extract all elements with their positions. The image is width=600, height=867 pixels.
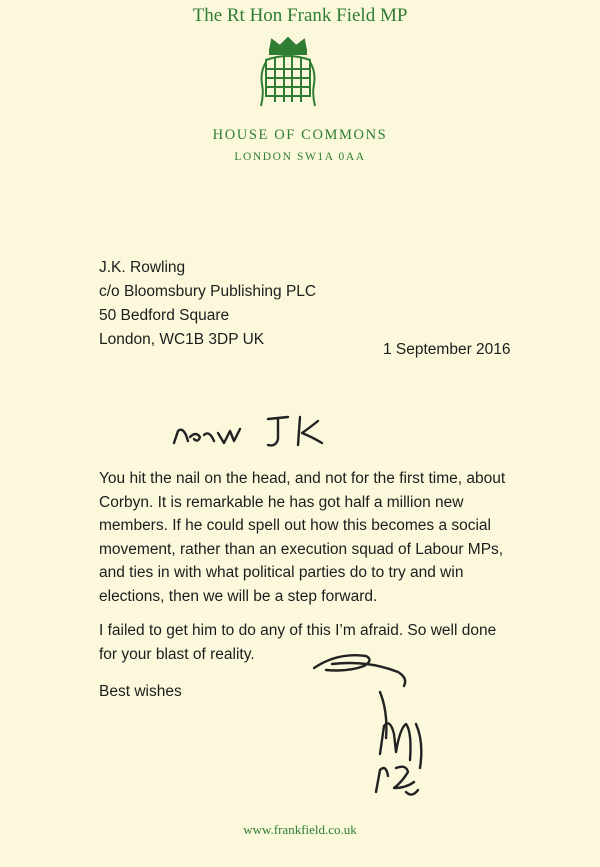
closing: Best wishes: [99, 683, 182, 700]
body-line: I failed to get him to do any of this I’m afraid. So well done: [99, 622, 497, 639]
sender-name: The Rt Hon Frank Field MP: [192, 5, 408, 26]
body-line: and ties in with what political parties do to try and win: [99, 564, 464, 581]
portcullis-icon: [258, 36, 318, 110]
footer-website: www.frankfield.co.uk: [243, 822, 357, 837]
letterhead-address: LONDON SW1A 0AA: [234, 151, 366, 163]
body-line: You hit the nail on the head, and not for the first time, about: [99, 470, 506, 487]
address-line: c/o Bloomsbury Publishing PLC: [99, 283, 317, 300]
body-line: elections, then we will be a step forward.: [99, 587, 378, 605]
letter-date: 1 September 2016: [383, 341, 511, 358]
house-of-commons: HOUSE OF COMMONS: [212, 127, 388, 143]
body-line: for your blast of reality.: [99, 645, 255, 663]
address-line: 50 Bedford Square: [99, 307, 230, 324]
body-line: members. If he could spell out how this becomes a social: [99, 517, 491, 534]
body-paragraph-1: [99, 467, 529, 608]
address-line: J.K. Rowling: [99, 259, 186, 276]
body-line: movement, rather than an execution squad of Labour MPs,: [99, 540, 504, 558]
body-line: Corbyn. It is remarkable he has got half a million new: [99, 493, 464, 511]
address-line: London, WC1B 3DP UK: [99, 331, 265, 348]
recipient-address: [99, 256, 316, 352]
handwritten-salutation: [170, 405, 340, 455]
handwritten-signature: [308, 642, 448, 807]
